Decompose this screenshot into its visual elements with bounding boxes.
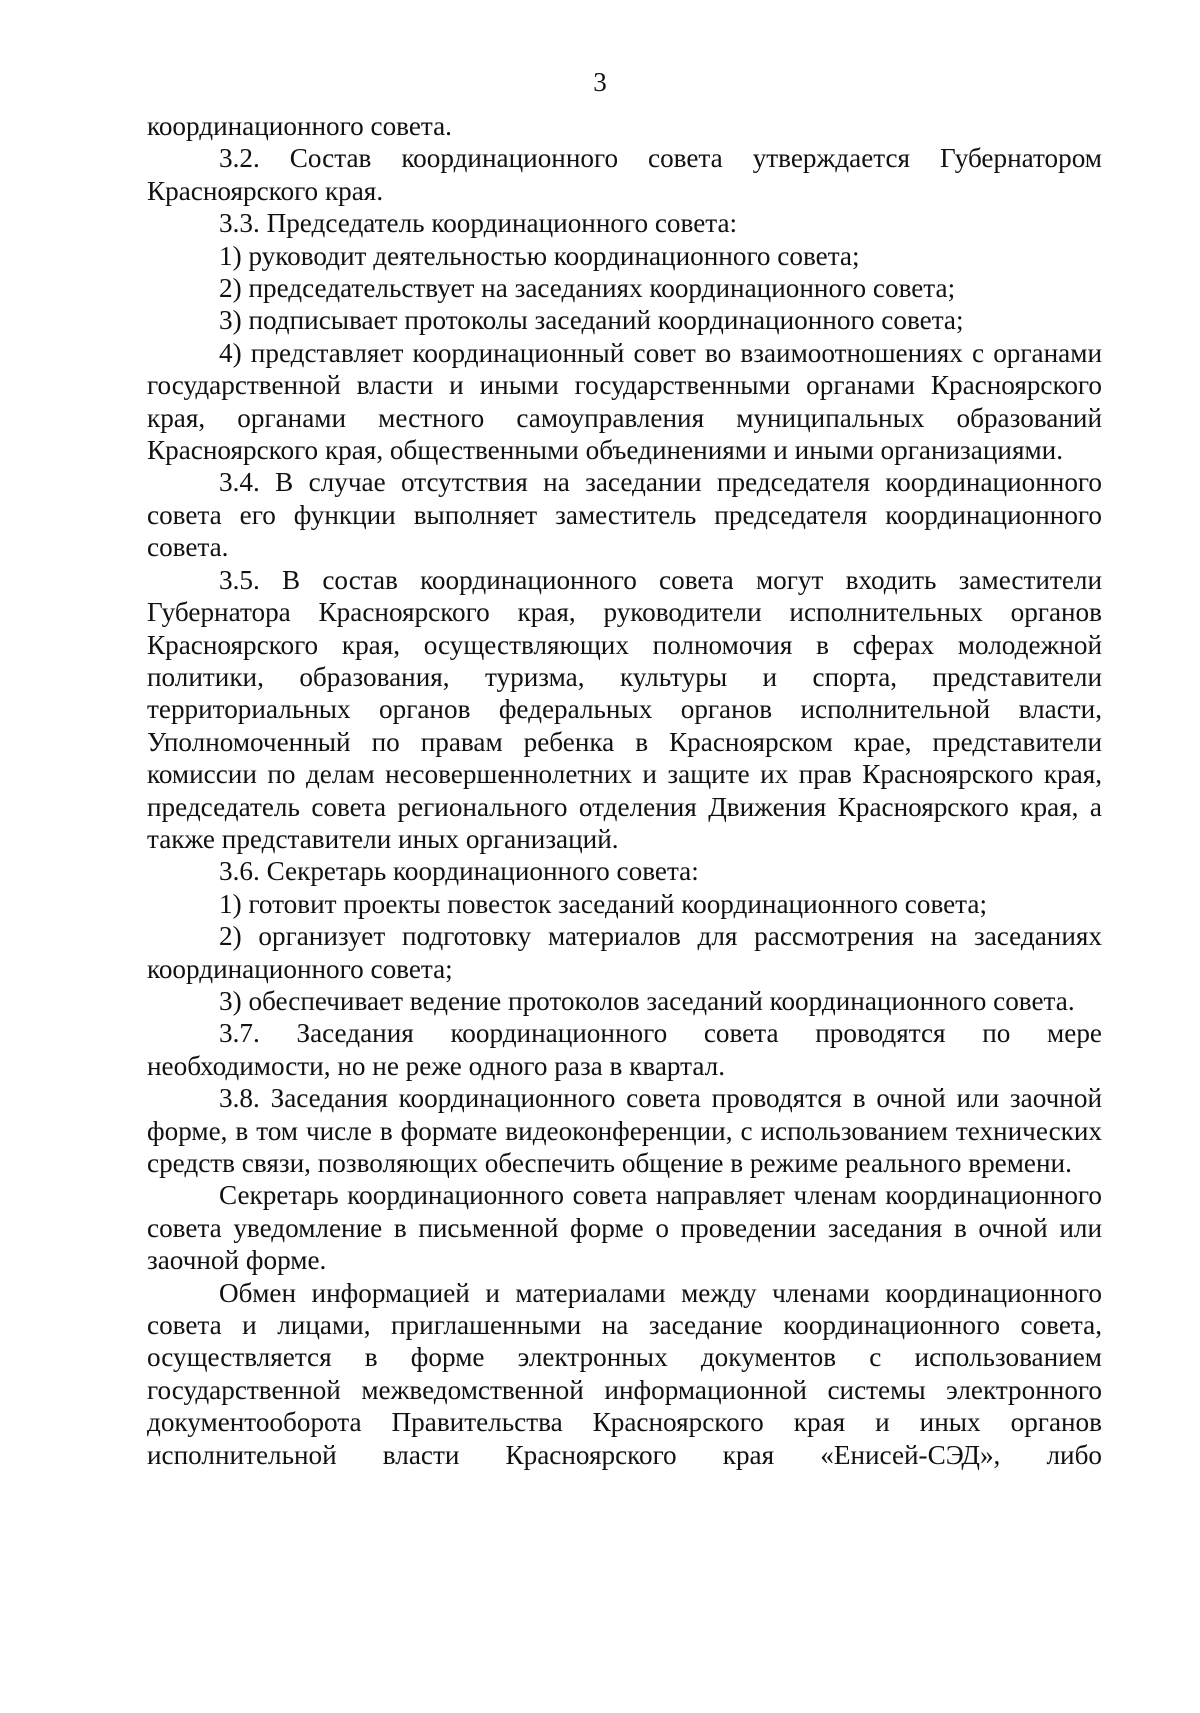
paragraph: 4) представляет координационный совет во взаимоотношениях с органами государственной власти и иными государственными органами Красноярского края, органами местного самоуправления муниципальных образований Красноярского края, общественными объединениями и иными организациями.	[147, 337, 1102, 466]
paragraph: 1) готовит проекты повесток заседаний координационного совета;	[219, 888, 988, 919]
paragraph: 3.7. Заседания координационного совета проводятся по мере необходимости, но не реже одного раза в квартал.	[147, 1018, 1102, 1081]
paragraph: 3.5. В состав координационного совета могут входить заместители Губернатора Красноярского края, руководители исполнительных органов Красноярского края, осуществляющих полномочия в сферах молодежной политики, образования, туризма, культуры и спорта, представители территориальных органов федеральных органов исполнительной власти, Уполномоченный по правам ребенка в Красноярском крае, представители комиссии по делам несовершеннолетних и защите их прав Красноярского края, председатель совета регионального отделения Движения Красноярского края, а также представители иных организаций.	[147, 564, 1102, 854]
page-number: 3	[593, 67, 607, 97]
paragraph: 1) руководит деятельностью координационного совета;	[219, 240, 860, 271]
paragraph: 3.6. Секретарь координационного совета:	[219, 856, 699, 887]
paragraph: Секретарь координационного совета направляет членам координационного совета уведомление в письменной форме о проведении заседания в очной или заочной форме.	[147, 1180, 1102, 1276]
paragraph: Обмен информацией и материалами между членами координационного совета и лицами, приглашенными на заседание координационного совета, осуществляется в форме электронных документов с использованием государственной межведомственной информационной системы электронного документооборота Правительства Красноярского края и иных органов исполнительной власти Красноярского края «Енисей-СЭД», либо	[147, 1277, 1102, 1470]
paragraph: 3.2. Состав координационного совета утверждается Губернатором Красноярского края.	[147, 143, 1102, 206]
paragraph: 3.8. Заседания координационного совета проводятся в очной или заочной форме, в том числе в формате видеоконференции, с использованием технических средств связи, позволяющих обеспечить общение в режиме реального времени.	[147, 1083, 1102, 1178]
paragraph: 2) организует подготовку материалов для рассмотрения на заседаниях координационного совета;	[147, 921, 1102, 984]
paragraph: 3.3. Председатель координационного совета:	[219, 208, 738, 239]
paragraph: 2) председательствует на заседаниях координационного совета;	[219, 273, 956, 304]
paragraph: 3) обеспечивает ведение протоколов заседаний координационного совета.	[219, 985, 1075, 1016]
paragraph: 3.4. В случае отсутствия на заседании председателя координационного совета его функции выполняет заместитель председателя координационного совета.	[147, 467, 1102, 563]
paragraph: координационного совета.	[147, 111, 452, 141]
document-body	[147, 110, 1102, 1471]
paragraph: 3) подписывает протоколы заседаний координационного совета;	[219, 305, 964, 336]
